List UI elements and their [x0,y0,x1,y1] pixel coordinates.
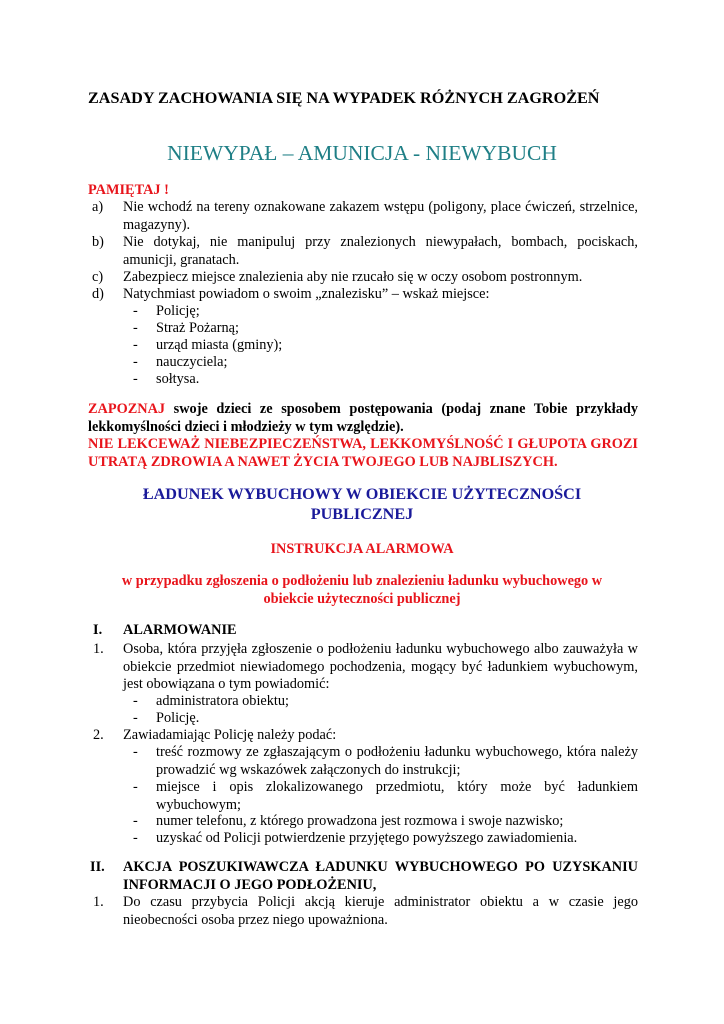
parents-note [88,401,638,436]
dash-bullet: - [133,693,138,709]
part1-subitem: administratora obiektu; [156,693,290,709]
part2-number: II. [90,859,105,875]
dash-bullet: - [133,371,138,387]
part1-subitem: miejsce i opis zlokalizowanego przedmiotu, który może być ładunkiem wybuchowym; [156,779,638,813]
list-item: Zabezpiecz miejsce znalezienia aby nie rzucało się w oczy osobom postronnym. [123,269,583,285]
list-item: Nie wchodź na tereny oznakowane zakazem wstępu (poligony, place ćwiczeń, strzelnice, magazyny). [123,199,638,233]
section2-title-line2: PUBLICZNEJ [310,505,414,523]
dash-bullet: - [133,830,138,846]
warning-text: NIE LEKCEWAŻ NIEBEZPIECZEŃSTWA, LEKKOMYŚLNOŚĆ I GŁUPOTA GROZI UTRATĄ ZDROWIA A NAWET ŻYCIA TWOJEGO LUB NAJBLISZYCH. [88,436,638,470]
instruction-context: w przypadku zgłoszenia o podłożeniu lub znalezieniu ładunku wybuchowego w obiekcie użyteczności publicznej [121,573,603,607]
item-number: 2. [93,727,104,743]
list-item-label: a) [92,199,104,215]
part1-subitem: Policję. [156,710,200,726]
notify-item: Policję; [156,303,200,319]
instruction-title: INSTRUKCJA ALARMOWA [270,541,454,557]
list-item-label: c) [92,269,104,285]
list-item: Nie dotykaj, nie manipuluj przy znalezionych niewypałach, bombach, pociskach, amunicji, granatach. [123,234,638,268]
dash-bullet: - [133,320,138,336]
dash-bullet: - [133,710,138,726]
dash-bullet: - [133,303,138,319]
note-rest: swoje dzieci ze sposobem postępowania (podaj znane Tobie przykłady lekkomyślności dzieci i młodzieży w tym względzie). [88,401,638,435]
notify-item: urząd miasta (gminy); [156,337,283,353]
item-number: 1. [93,641,104,657]
part1-item: Osoba, która przyjęła zgłoszenie o podłożeniu ładunku wybuchowego albo zauważyła w obiekcie przedmiot niewiadomego pochodzenia, mogący być ładunkiem wybuchowym, jest obowiązana o tym powiadomić: [123,641,638,692]
document-heading: ZASADY ZACHOWANIA SIĘ NA WYPADEK RÓŻNYCH ZAGROŻEŃ [88,89,600,107]
remember-label: PAMIĘTAJ ! [88,182,169,198]
section2-title-line1: ŁADUNEK WYBUCHOWY W OBIEKCIE UŻYTECZNOŚCI [142,485,582,503]
dash-bullet: - [133,354,138,370]
dash-bullet: - [133,744,138,760]
part1-number: I. [93,622,103,638]
notify-item: sołtysa. [156,371,200,387]
dash-bullet: - [133,813,138,829]
list-item-label: d) [92,286,104,302]
part1-item: Zawiadamiając Policję należy podać: [123,727,337,743]
part1-title: ALARMOWANIE [123,622,237,638]
dash-bullet: - [133,337,138,353]
dash-bullet: - [133,779,138,795]
part2-title: AKCJA POSZUKIWAWCZA ŁADUNKU WYBUCHOWEGO PO UZYSKANIU INFORMACJI O JEGO PODŁOŻENIU, [123,859,638,893]
section1-title: NIEWYPAŁ – AMUNICJA - NIEWYBUCH [167,141,557,165]
notify-item: Straż Pożarną; [156,320,239,336]
note-red-word: ZAPOZNAJ [88,401,166,417]
item-number: 1. [93,894,104,910]
part1-subitem: treść rozmowy ze zgłaszającym o podłożeniu ładunku wybuchowego, która należy prowadzić wg wskazówek załączonych do instrukcji; [156,744,638,778]
notify-item: nauczyciela; [156,354,228,370]
part2-item: Do czasu przybycia Policji akcją kieruje administrator obiektu a w czasie jego nieobecności osoba przez niego upoważniona. [123,894,638,928]
list-item-label: b) [92,234,104,250]
part1-subitem: numer telefonu, z którego prowadzona jest rozmowa i swoje nazwisko; [156,813,564,829]
list-item: Natychmiast powiadom o swoim „znalezisku” – wskaż miejsce: [123,286,490,302]
part1-subitem: uzyskać od Policji potwierdzenie przyjętego powyższego zawiadomienia. [156,830,578,846]
